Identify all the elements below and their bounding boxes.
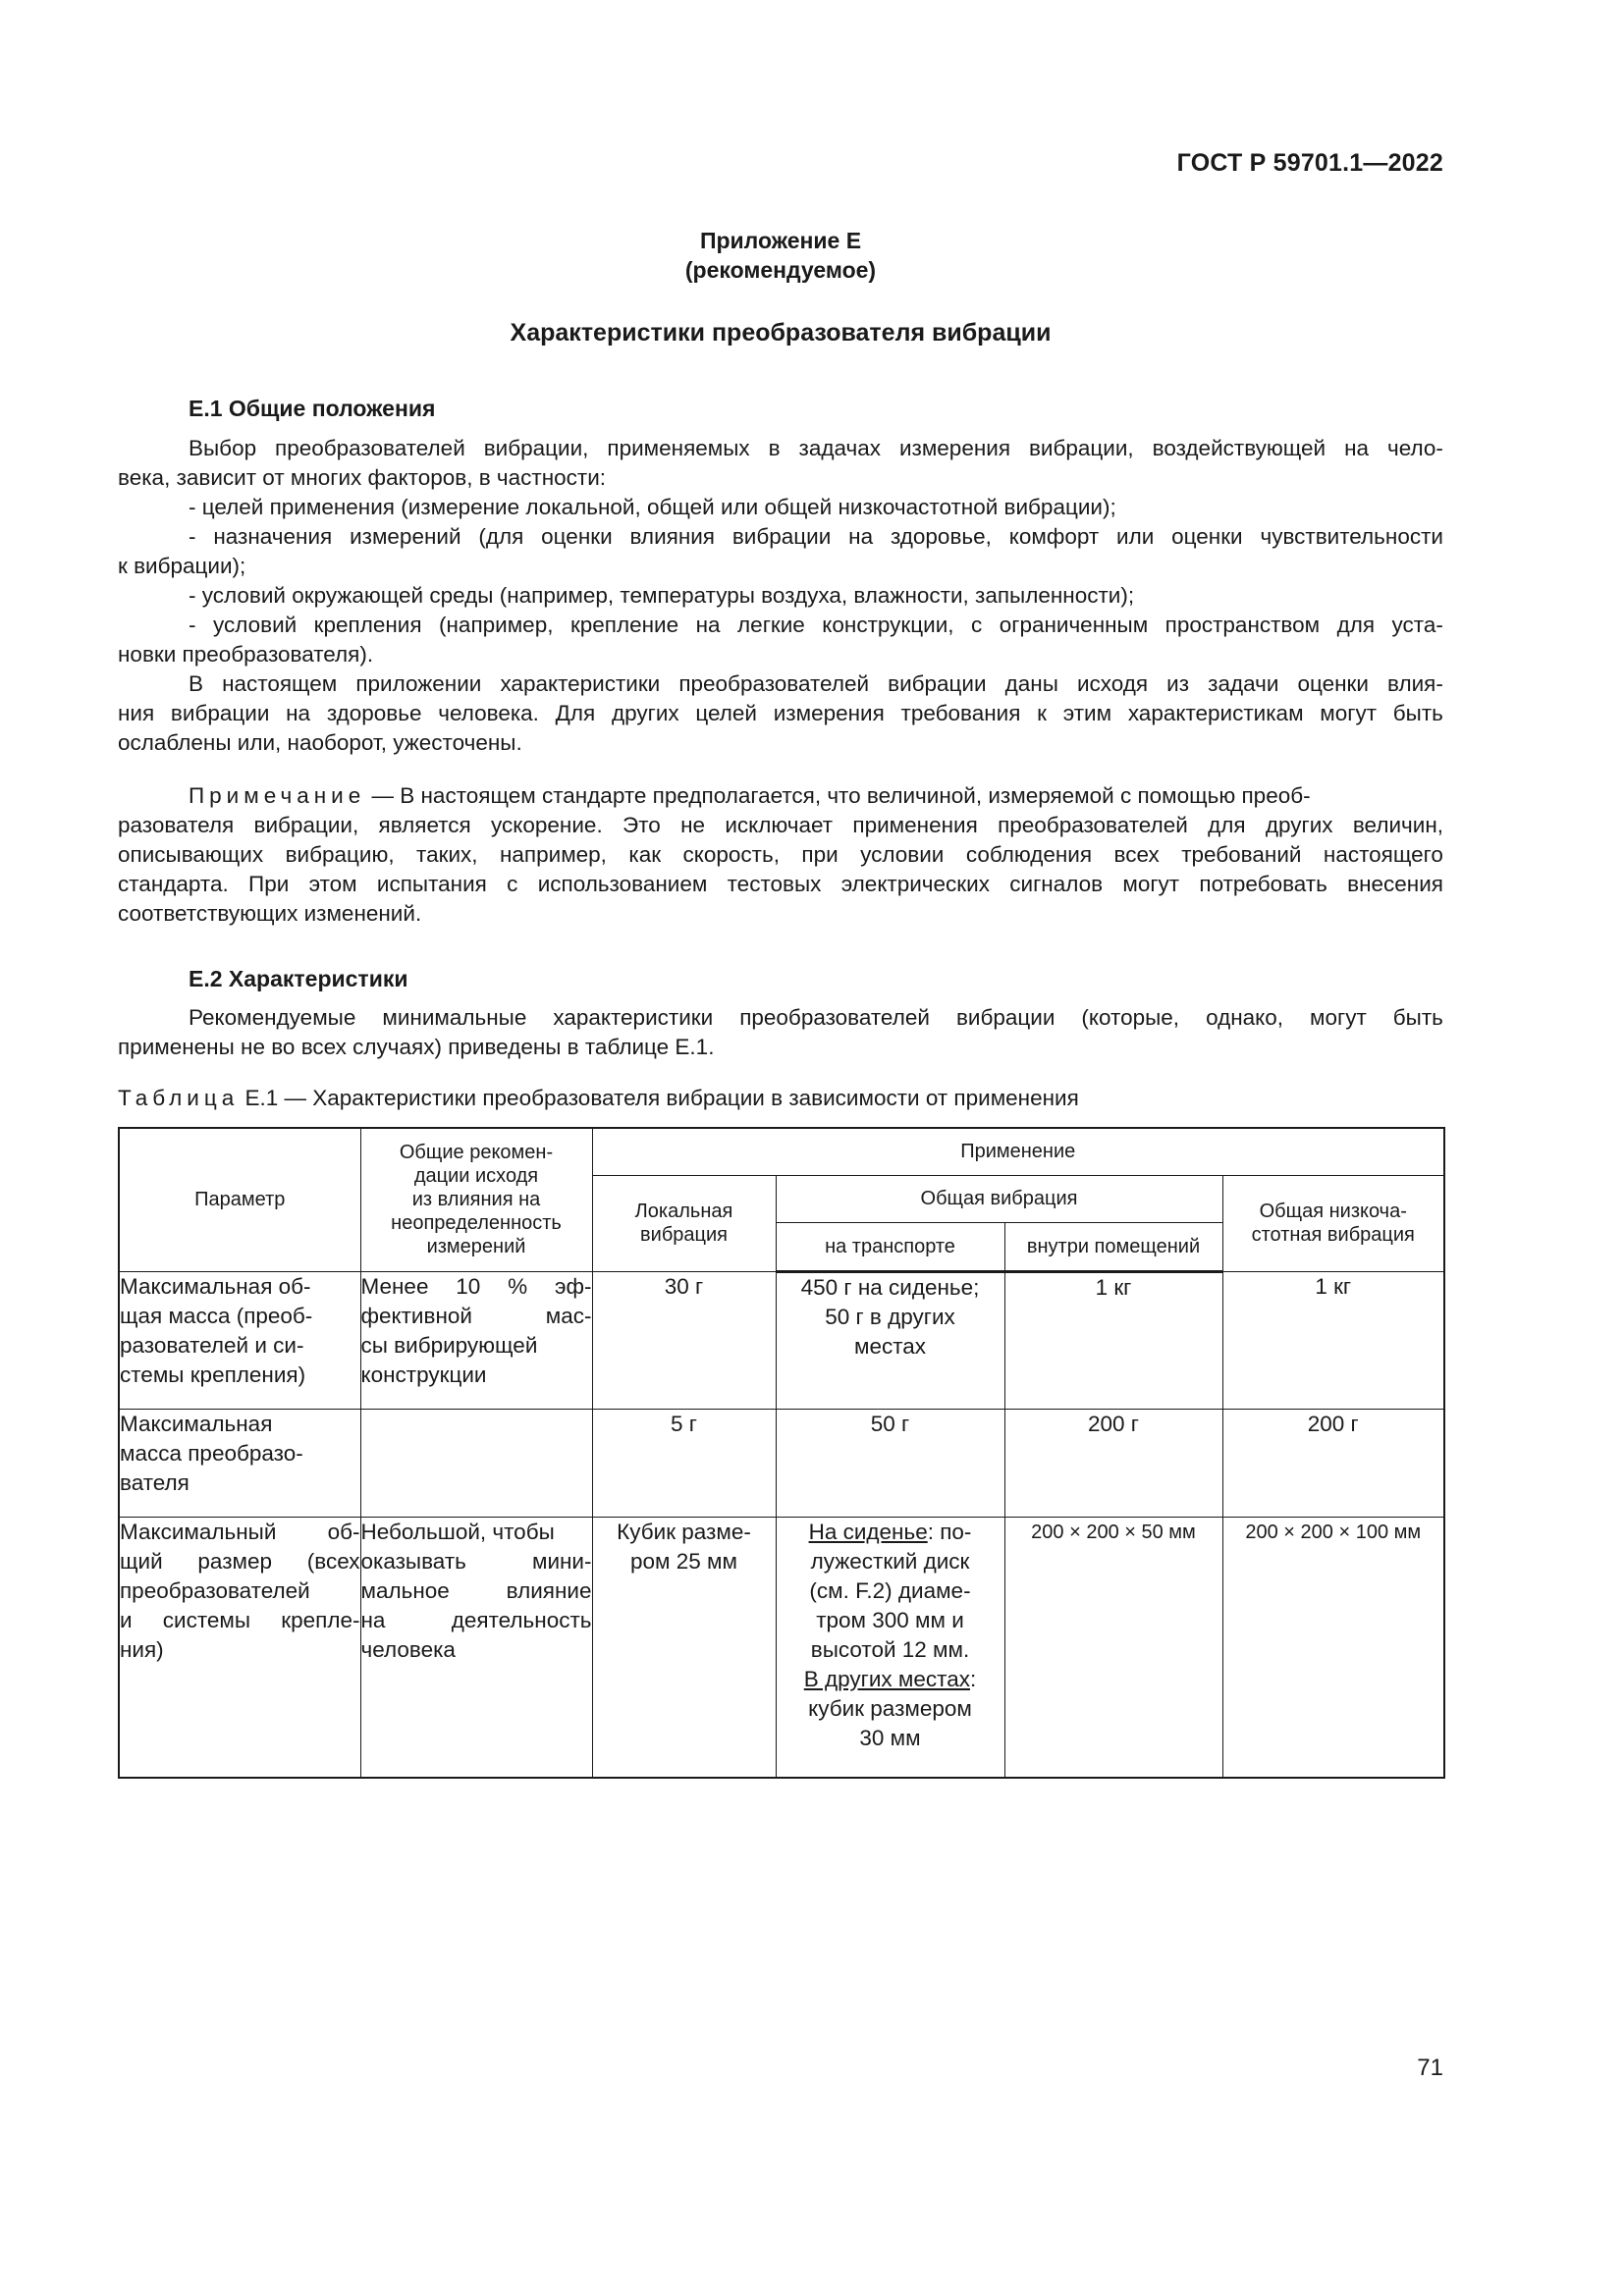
- annex-heading: Характеристики преобразователя вибрации: [510, 319, 1052, 347]
- header-param: Параметр: [119, 1128, 360, 1271]
- cell-lowfreq: 200 г: [1222, 1409, 1444, 1517]
- table-row: [119, 1517, 1444, 1778]
- cell-param: Максимальная масса преобразо- вателя: [119, 1409, 360, 1517]
- list-item-cont: к вибрации);: [118, 554, 246, 578]
- note-line: соответствующих изменений.: [118, 901, 422, 926]
- paragraph-line: Выбор преобразователей вибрации, применяемых в задачах измерения вибрации, воздействующей на чело-: [189, 436, 1443, 460]
- cell-indoors: 200 г: [1004, 1409, 1222, 1517]
- cell-transport: 450 г на сиденье; 50 г в других местах: [776, 1271, 1004, 1409]
- cell-indoors: 200 × 200 × 50 мм: [1004, 1517, 1222, 1778]
- paragraph-line: Рекомендуемые минимальные характеристики преобразователей вибрации (которые, однако, могут быть: [189, 1005, 1443, 1030]
- cell-local: Кубик разме- ром 25 мм: [592, 1517, 776, 1778]
- list-item-cont: новки преобразователя).: [118, 642, 374, 667]
- section-e1-body: [118, 434, 1443, 758]
- paragraph-line: ослаблены или, наоборот, ужесточены.: [118, 730, 522, 755]
- list-item: - условий окружающей среды (например, температуры воздуха, влажности, запыленности);: [189, 583, 1135, 608]
- table-row: [119, 1409, 1444, 1517]
- table-caption-label: Таблица: [118, 1086, 240, 1110]
- cell-indoors: 1 кг: [1004, 1271, 1222, 1409]
- table-row: [119, 1271, 1444, 1409]
- header-whole-body: Общая вибрация: [776, 1175, 1222, 1222]
- list-item: - условий крепления (например, крепление на легкие конструкции, с ограниченным пространством для уста-: [189, 613, 1443, 637]
- section-heading-e1: Е.1 Общие положения: [189, 396, 436, 421]
- paragraph-line: применены не во всех случаях) приведены в таблице Е.1.: [118, 1035, 715, 1059]
- header-indoors: внутри помещений: [1004, 1222, 1222, 1271]
- header-lowfreq: Общая низкоча- стотная вибрация: [1222, 1175, 1444, 1271]
- note-line: описывающих вибрацию, таких, например, как скорость, при условии соблюдения всех требований настоящего: [118, 842, 1443, 867]
- paragraph-line: В настоящем приложении характеристики преобразователей вибрации даны исходя из задачи оценки влия-: [189, 671, 1443, 696]
- header-application: Применение: [592, 1128, 1444, 1175]
- cell-transport: На сиденье: по- лужесткий диск (см. F.2) диаме- тром 300 мм и высотой 12 мм. В других местах: кубик размером 30 мм: [776, 1517, 1004, 1778]
- note-block: [118, 781, 1443, 929]
- cell-general-empty: [360, 1409, 592, 1517]
- note-first-line: [118, 781, 1443, 811]
- note-text: — В настоящем стандарте предполагается, что величиной, измеряемой с помощью преоб-: [371, 783, 1311, 808]
- paragraph-line: ния вибрации на здоровье человека. Для других целей измерения требования к этим характеристикам могут быть: [118, 701, 1443, 725]
- characteristics-table: [118, 1127, 1445, 1779]
- header-local: Локальная вибрация: [592, 1175, 776, 1271]
- section-e2-body: [118, 1003, 1443, 1062]
- paragraph-line: века, зависит от многих факторов, в частности:: [118, 465, 607, 490]
- document-id: ГОСТ Р 59701.1—2022: [1176, 149, 1443, 177]
- annex-status: (рекомендуемое): [684, 257, 877, 283]
- cell-param: Максимальный об- щий размер (всех преобразователей и системы крепле- ния): [119, 1517, 360, 1778]
- table-caption-text: Е.1 — Характеристики преобразователя вибрации в зависимости от применения: [244, 1086, 1079, 1110]
- section-heading-e2: Е.2 Характеристики: [189, 966, 408, 991]
- header-transport: на транспорте: [776, 1222, 1004, 1271]
- cell-lowfreq: 1 кг: [1222, 1271, 1444, 1409]
- cell-lowfreq: 200 × 200 × 100 мм: [1222, 1517, 1444, 1778]
- header-general: Общие рекомен- дации исходя из влияния на неопределенность измерений: [360, 1128, 592, 1271]
- list-item: - целей применения (измерение локальной, общей или общей низкочастотной вибрации);: [189, 495, 1116, 519]
- note-line: стандарта. При этом испытания с использованием тестовых электрических сигналов могут потребовать внесения: [118, 872, 1443, 896]
- page-number: 71: [1417, 2055, 1443, 2081]
- other-places-label: В других местах: [803, 1666, 970, 1691]
- annex-title: Приложение Е: [699, 228, 862, 253]
- note-label: Примечание: [189, 783, 366, 808]
- cell-general: Небольшой, чтобы оказывать мини- мальное влияние на деятельность человека: [360, 1517, 592, 1778]
- list-item: - назначения измерений (для оценки влияния вибрации на здоровье, комфорт или оценки чувствительности: [189, 524, 1443, 549]
- cell-local: 30 г: [592, 1271, 776, 1409]
- cell-local: 5 г: [592, 1409, 776, 1517]
- cell-general: Менее 10 % эф- фективной мас- сы вибрирующей конструкции: [360, 1271, 592, 1409]
- cell-param: Максимальная об- щая масса (преоб- разователей и си- стемы крепления): [119, 1271, 360, 1409]
- seat-label: На сиденье: [808, 1519, 928, 1544]
- note-line: разователя вибрации, является ускорение. Это не исключает применения преобразователей для других величин,: [118, 813, 1443, 837]
- table-caption: [118, 1086, 1079, 1111]
- cell-transport: 50 г: [776, 1409, 1004, 1517]
